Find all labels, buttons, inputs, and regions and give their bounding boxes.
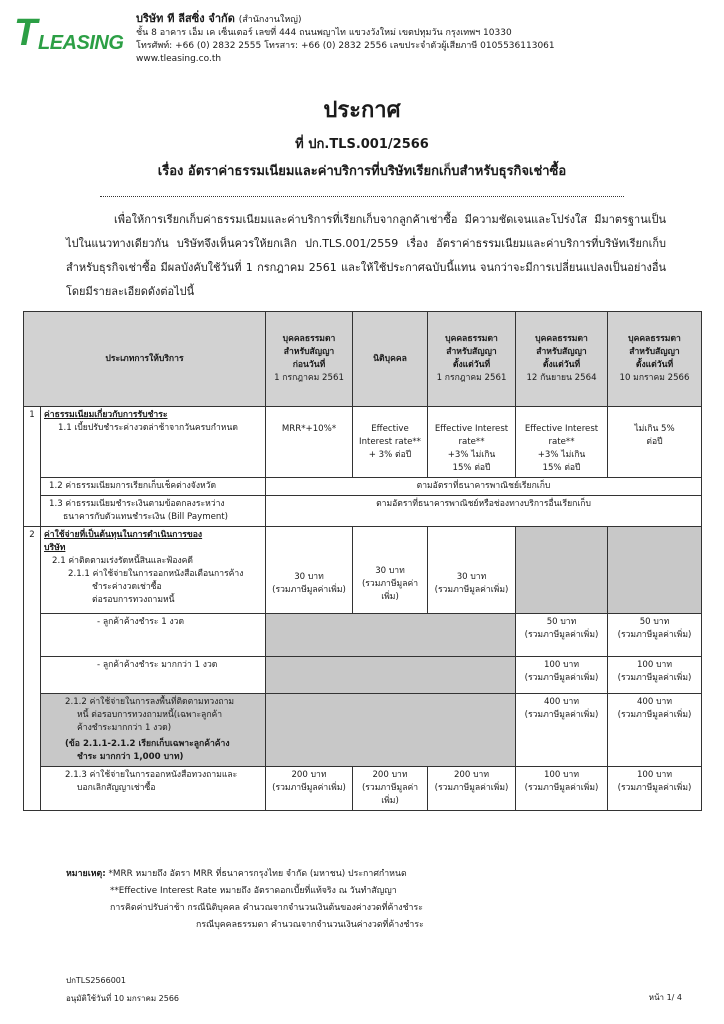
- table-row: [24, 767, 702, 811]
- table-cell: ตามอัตราที่ธนาคารพาณิชย์หรือช่องทางบริการอื่นเรียกเก็บ: [266, 496, 702, 527]
- table-cell: Effective Interest rate** + 3% ต่อปี: [353, 407, 428, 478]
- logo-t-letter: T: [14, 12, 38, 54]
- table-row: [24, 694, 702, 767]
- shaded-cell: [266, 657, 516, 694]
- table-cell: 400 บาท (รวมภาษีมูลค่าเพิ่ม): [516, 694, 608, 767]
- footer-reference: [66, 972, 179, 1008]
- table-row: [24, 407, 702, 478]
- note-eir: **Effective Interest Rate หมายถึง อัตราดอกเบี้ยที่แท้จริง ณ วันทำสัญญา: [110, 886, 397, 896]
- note-mrr: *MRR หมายถึง อัตรา MRR ที่ธนาคารกรุงไทย จำกัด (มหาชน) ประกาศกำหนด: [108, 869, 407, 879]
- footer-approved-date: อนุมัติใช้วันที่ 10 มกราคม 2566: [66, 994, 180, 1003]
- table-cell: 100 บาท (รวมภาษีมูลค่าเพิ่ม): [608, 767, 702, 811]
- document-number: ที่ ปก.TLS.001/2566: [295, 137, 429, 152]
- table-row: [24, 478, 702, 496]
- table-row: 2 ค่าใช้จ่ายที่เป็นต้นทุนในการดำเนินการของ บริษัท 2.1 ค่าติดตามเร่งรัดหนี้สินและฟ้องคดี 2.1.1 ค่าใช้จ่ายในการออกหนังสือเตือนการค้าง ชำระค่างวดเช่าซื้อ ต่อรอบการทวงถามหนี้ 30 บาท (รวมภาษีมูลค่าเพิ่ม) 30 บาท (รวมภาษีมูลค่าเพิ่ม) 30 บาท (รวมภาษีมูลค่าเพิ่ม): [24, 527, 702, 614]
- company-website: www.tleasing.co.th: [136, 54, 222, 64]
- table-cell: 200 บาท (รวมภาษีมูลค่าเพิ่ม): [428, 767, 516, 811]
- fee-table: [23, 311, 702, 811]
- subsection-label: 2.1 ค่าติดตามเร่งรัดหนี้สินและฟ้องคดี: [52, 556, 194, 566]
- section-title: ค่าใช้จ่ายที่เป็นต้นทุนในการดำเนินการของ: [44, 530, 203, 540]
- table-cell: 50 บาท (รวมภาษีมูลค่าเพิ่ม): [516, 614, 608, 657]
- header-col3: บุคคลธรรมดา สำหรับสัญญา ตั้งแต่วันที่ 1 กรกฎาคม 2561: [428, 312, 516, 407]
- company-contact: โทรศัพท์: +66 (0) 2832 2555 โทรสาร: +66 (0) 2832 2556 เลขประจำตัวผู้เสียภาษี 0105536113061: [136, 41, 555, 51]
- header-col4: บุคคลธรรมดา สำหรับสัญญา ตั้งแต่วันที่ 12 กันยายน 2564: [516, 312, 608, 407]
- row-label: 2.1.3 ค่าใช้จ่ายในการออกหนังสือทวงถามและ บอกเลิกสัญญาเช่าซื้อ: [41, 767, 266, 811]
- dotted-divider: [100, 190, 624, 197]
- row-label: 1.1 เบี้ยปรับชำระค่างวดล่าช้าจากวันครบกำหนด: [58, 423, 238, 433]
- table-cell: MRR*+10%*: [266, 407, 353, 478]
- header-col1: บุคคลธรรมดา สำหรับสัญญา ก่อนวันที่ 1 กรกฎาคม 2561: [266, 312, 353, 407]
- section-number: 1: [24, 407, 41, 527]
- table-row: [24, 614, 702, 657]
- page-number: หน้า 1/ 4: [648, 993, 682, 1002]
- row-label: 1.3 ค่าธรรมเนียมชำระเงินตามข้อตกลงระหว่าง ธนาคารกับตัวแทนชำระเงิน (Bill Payment): [41, 496, 266, 527]
- table-cell: 200 บาท (รวมภาษีมูลค่าเพิ่ม): [353, 767, 428, 811]
- table-cell: 200 บาท (รวมภาษีมูลค่าเพิ่ม): [266, 767, 353, 811]
- company-address: ชั้น 8 อาคาร เอ็ม เค เซ็นเตอร์ เลขที่ 444 ถนนพญาไท แขวงวังใหม่ เขตปทุมวัน กรุงเทพฯ 10330: [136, 28, 512, 38]
- table-cell: 100 บาท (รวมภาษีมูลค่าเพิ่ม): [608, 657, 702, 694]
- table-cell: 50 บาท (รวมภาษีมูลค่าเพิ่ม): [608, 614, 702, 657]
- header-col5: บุคคลธรรมดา สำหรับสัญญา ตั้งแต่วันที่ 10 มกราคม 2566: [608, 312, 702, 407]
- table-cell: 30 บาท (รวมภาษีมูลค่าเพิ่ม): [353, 527, 428, 614]
- table-cell: Effective Interest rate** +3% ไม่เกิน 15% ต่อปี: [516, 407, 608, 478]
- row-label: 1.2 ค่าธรรมเนียมการเรียกเก็บเช็คต่างจังหวัด: [41, 478, 266, 496]
- shaded-cell: [608, 527, 702, 614]
- company-info: [136, 12, 555, 66]
- note-text: (ข้อ 2.1.1-2.1.2 เรียกเก็บเฉพาะลูกค้าค้าง: [65, 739, 230, 749]
- table-cell: 100 บาท (รวมภาษีมูลค่าเพิ่ม): [516, 657, 608, 694]
- note-late-fee-juristic: การคิดค่าปรับล่าช้า กรณีนิติบุคคล คำนวณจากจำนวนเงินต้นของค่างวดที่ค้างชำระ: [110, 903, 423, 913]
- notes-label: หมายเหตุ:: [66, 869, 106, 879]
- table-cell: 30 บาท (รวมภาษีมูลค่าเพิ่ม): [428, 527, 516, 614]
- table-header-row: [24, 312, 702, 407]
- note-late-fee-individual: กรณีบุคคลธรรมดา คำนวณจากจำนวนเงินค่างวดที่ค้างชำระ: [196, 920, 424, 930]
- table-cell: Effective Interest rate** +3% ไม่เกิน 15% ต่อปี: [428, 407, 516, 478]
- table-cell: 400 บาท (รวมภาษีมูลค่าเพิ่ม): [608, 694, 702, 767]
- table-row: [24, 496, 702, 527]
- shaded-cell: [266, 614, 516, 657]
- footer-doc-ref: ปกTLS2566001: [66, 976, 126, 985]
- section-title: ค่าธรรมเนียมเกี่ยวกับการรับชำระ: [44, 410, 168, 420]
- document-subject: เรื่อง อัตราค่าธรรมเนียมและค่าบริการที่บริษัทเรียกเก็บสำหรับธุรกิจเช่าซื้อ: [157, 164, 567, 179]
- table-cell: 30 บาท (รวมภาษีมูลค่าเพิ่ม): [266, 527, 353, 614]
- table-cell: 100 บาท (รวมภาษีมูลค่าเพิ่ม): [516, 767, 608, 811]
- row-label: 2.1.2 ค่าใช้จ่ายในการลงพื้นที่ติดตามทวงถาม หนี้ ต่อรอบการทวงถามหนี้(เฉพาะลูกค้า ค้างชำระมากกว่า 1 งวด) (ข้อ 2.1.1-2.1.2 เรียกเก็บเฉพาะลูกค้าค้าง ชำระ มากกว่า 1,000 บาท): [41, 694, 266, 767]
- row-label: - ลูกค้าค้างชำระ 1 งวด: [41, 614, 266, 657]
- notes-section: [66, 866, 686, 934]
- tleasing-logo: [14, 14, 126, 54]
- row-label: - ลูกค้าค้างชำระ มากกว่า 1 งวด: [41, 657, 266, 694]
- table-row: [24, 657, 702, 694]
- shaded-cell: [516, 527, 608, 614]
- logo-leasing-text: LEASING: [38, 32, 124, 54]
- company-branch: (สำนักงานใหญ่): [238, 15, 302, 25]
- header-col2: นิติบุคคล: [353, 312, 428, 407]
- shaded-cell: [266, 694, 516, 767]
- header-service-type: ประเภทการให้บริการ: [24, 312, 266, 407]
- company-name: บริษัท ที ลีสซิ่ง จำกัด: [136, 12, 235, 25]
- table-cell: ไม่เกิน 5% ต่อปี: [608, 407, 702, 478]
- row-label: 2.1.1 ค่าใช้จ่ายในการออกหนังสือเตือนการค้าง: [68, 569, 244, 579]
- section-number: 2: [24, 527, 41, 811]
- intro-paragraph: เพื่อให้การเรียกเก็บค่าธรรมเนียมและค่าบริการที่เรียกเก็บจากลูกค้าเช่าซื้อ มีความชัดเจนและโปร่งใส มีมาตรฐานเป็นไปในแนวทางเดียวกัน บริษัทจึงเห็นควรให้ยกเลิก ปก.TLS.001/2559 เรื่อง อัตราค่าธรรมเนียมและค่าบริการที่บริษัทเรียกเก็บสำหรับธุรกิจเช่าซื้อ มีผลบังคับใช้วันที่ 1 กรกฎาคม 2561 และให้ใช้ประกาศฉบับนี้แทน จนกว่าจะมีการเปลี่ยนแปลงเป็นอย่างอื่น โดยมีรายละเอียดดังต่อไปนี้: [66, 213, 666, 298]
- announcement-title: ประกาศ: [323, 97, 401, 123]
- table-cell: ตามอัตราที่ธนาคารพาณิชย์เรียกเก็บ: [266, 478, 702, 496]
